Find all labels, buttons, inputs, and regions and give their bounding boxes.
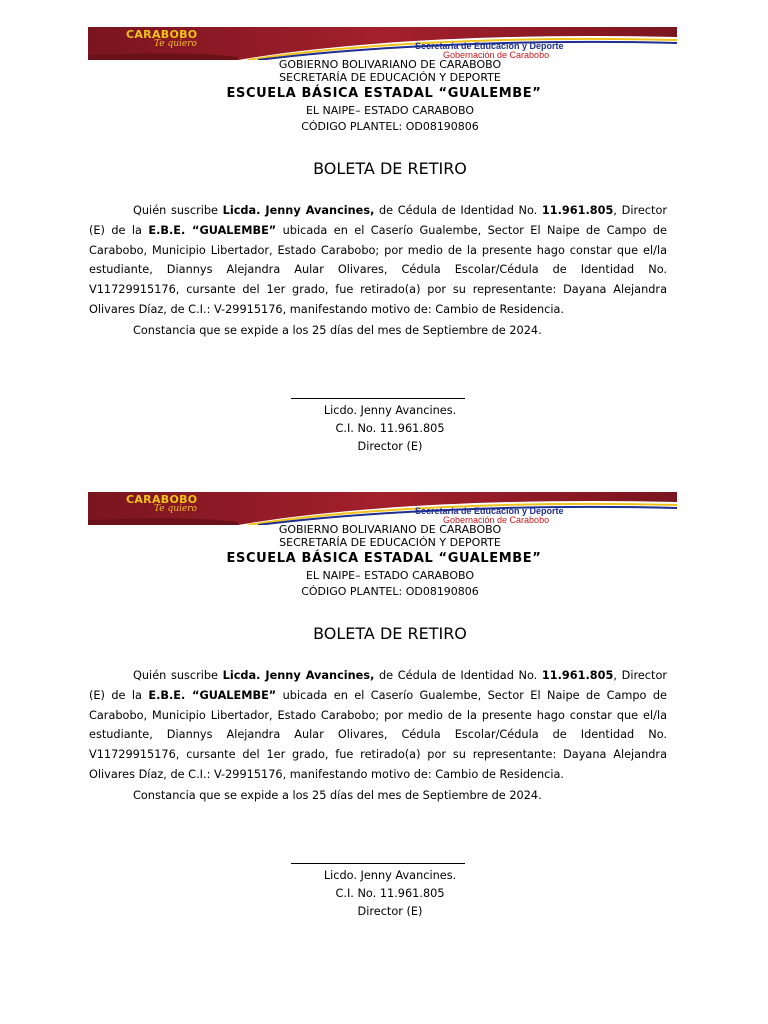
brand-logo-text: CARABOBO — [126, 28, 198, 41]
brand-slogan: Te quiero — [154, 504, 197, 514]
banner-secretaria: Secretaría de Educación y Deporte — [415, 506, 564, 516]
signature-name: Licdo. Jenny Avancines. — [323, 404, 457, 417]
body-paragraph-1: Quién suscribe Licda. Jenny Avancines, de Cédula de Identidad No. 11.961.805, Director (E) de la E.B.E. “GUALEMBE” ubicada en el Caserío Gualembe, Sector El Naipe de Campo de Carabobo, Municipio Libertador, Estado Carabobo; por medio de la presente hago constar que el/la estudiante, Diannys Alejandra Aular Olivares, Cédula Escolar/Cédula de Identidad No. V11729915176, cursante del 1er grado, fue retirado(a) por su representante: Dayana Alejandra Olivares Díaz, de C.I.: V-29915176, manifestando motivo de: Cambio de Residencia. — [89, 669, 668, 781]
header-secretaria: SECRETARÍA DE EDUCACIÓN Y DEPORTE — [279, 536, 501, 549]
document-body — [89, 666, 667, 806]
brand-logo-text: CARABOBO — [126, 493, 198, 506]
document-title: BOLETA DE RETIRO — [313, 624, 467, 643]
header-banner — [88, 492, 677, 525]
signature-role: Director (E) — [357, 440, 423, 453]
signature-ci: C.I. No. 11.961.805 — [335, 887, 445, 900]
header-codigo-plantel: CÓDIGO PLANTEL: OD08190806 — [301, 585, 479, 598]
signature-role: Director (E) — [357, 905, 423, 918]
header-codigo-plantel: CÓDIGO PLANTEL: OD08190806 — [301, 120, 479, 133]
header-ubicacion: EL NAIPE– ESTADO CARABOBO — [305, 104, 475, 117]
header-escuela: ESCUELA BÁSICA ESTADAL “GUALEMBE” — [226, 551, 542, 566]
banner-gobernacion: Gobernación de Carabobo — [443, 50, 550, 60]
header-banner — [88, 27, 677, 60]
boleta-copy-1 — [0, 0, 768, 465]
signature-line — [291, 398, 465, 399]
banner-secretaria: Secretaría de Educación y Deporte — [415, 41, 564, 51]
body-paragraph-1: Quién suscribe Licda. Jenny Avancines, de Cédula de Identidad No. 11.961.805, Director (E) de la E.B.E. “GUALEMBE” ubicada en el Caserío Gualembe, Sector El Naipe de Campo de Carabobo, Municipio Libertador, Estado Carabobo; por medio de la presente hago constar que el/la estudiante, Diannys Alejandra Aular Olivares, Cédula Escolar/Cédula de Identidad No. V11729915176, cursante del 1er grado, fue retirado(a) por su representante: Dayana Alejandra Olivares Díaz, de C.I.: V-29915176, manifestando motivo de: Cambio de Residencia. — [89, 204, 668, 316]
body-paragraph-2: Constancia que se expide a los 25 días del mes de Septiembre de 2024. — [133, 788, 542, 802]
banner-gobernacion: Gobernación de Carabobo — [443, 515, 550, 525]
signature-ci: C.I. No. 11.961.805 — [335, 422, 445, 435]
document-title: BOLETA DE RETIRO — [313, 159, 467, 178]
brand-slogan: Te quiero — [154, 39, 197, 49]
document-body — [89, 201, 667, 341]
body-paragraph-2: Constancia que se expide a los 25 días del mes de Septiembre de 2024. — [133, 323, 542, 337]
signature-name: Licdo. Jenny Avancines. — [323, 869, 457, 882]
boleta-copy-2 — [0, 465, 768, 930]
signature-line — [291, 863, 465, 864]
header-ubicacion: EL NAIPE– ESTADO CARABOBO — [305, 569, 475, 582]
header-escuela: ESCUELA BÁSICA ESTADAL “GUALEMBE” — [226, 86, 542, 101]
header-secretaria: SECRETARÍA DE EDUCACIÓN Y DEPORTE — [279, 71, 501, 84]
header-gobierno: GOBIERNO BOLIVARIANO DE CARABOBO — [278, 523, 502, 536]
header-gobierno: GOBIERNO BOLIVARIANO DE CARABOBO — [278, 58, 502, 71]
